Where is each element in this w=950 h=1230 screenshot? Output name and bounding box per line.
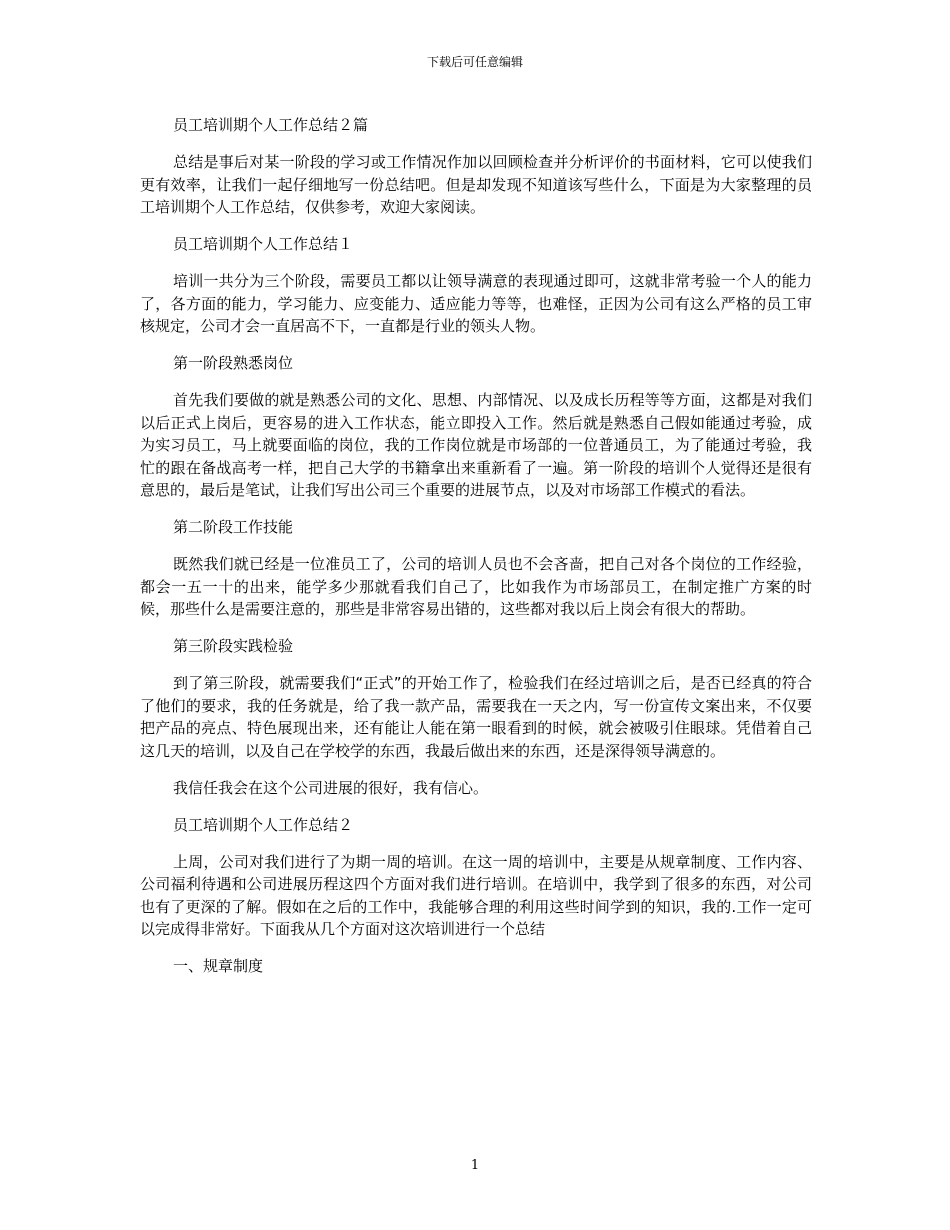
body-paragraph: 培训一共分为三个阶段，需要员工都以让领导满意的表现通过即可，这就非常考验一个人的能力了，各方面的能力，学习能力、应变能力、适应能力等等，也难怪，正因为公司有这么严格的员工审核规定，公司才会一直居高不下，一直都是行业的领头人物。 xyxy=(140,272,812,335)
intro-paragraph: 总结是事后对某一阶段的学习或工作情况作加以回顾检查并分析评价的书面材料，它可以使我们更有效率，让我们一起仔细地写一份总结吧。但是却发现不知道该写些什么，下面是为大家整理的员工培训期个人工作总结，仅供参考，欢迎大家阅读。 xyxy=(140,153,812,216)
body-paragraph: 我信任我会在这个公司进展的很好，我有信心。 xyxy=(173,778,489,797)
body-paragraph: 既然我们就已经是一位准员工了，公司的培训人员也不会吝啬，把自己对各个岗位的工作经验，都会一五一十的出来，能学多少那就看我们自己了，比如我作为市场部员工，在制定推广方案的时候，那些什么是需要注意的，那些是非常容易出错的，这些都对我以后上岗会有很大的帮助。 xyxy=(140,555,812,618)
page-number: 1 xyxy=(470,1158,480,1173)
page-header: 下载后可任意编辑 xyxy=(426,55,523,69)
body-paragraph: 首先我们要做的就是熟悉公司的文化、思想、内部情况、以及成长历程等等方面，这都是对我们以后正式上岗后，更容易的进入工作状态，能立即投入工作。然后就是熟悉自己假如能通过考验，成为实习员工，马上就要面临的岗位，我的工作岗位就是市场部的一位普通员工，为了能通过考验，我忙的跟在备战高考一样，把自己大学的书籍拿出来重新看了一遍。第一阶段的培训个人觉得还是很有意思的，最后是笔试，让我们写出公司三个重要的进展节点，以及对市场部工作模式的看法。 xyxy=(140,391,812,499)
section-heading-stage-2: 第二阶段工作技能 xyxy=(173,518,294,536)
body-paragraph: 上周，公司对我们进行了为期一周的培训。在这一周的培训中，主要是从规章制度、工作内容、公司福利待遇和公司进展历程这四个方面对我们进行培训。在培训中，我学到了很多的东西，对公司也有了更深的了解。假如在之后的工作中，我能够合理的利用这些时间学到的知识，我的.工作一定可以完成得非常好。下面我从几个方面对这次培训进行一个总结 xyxy=(140,852,812,938)
section-heading-summary-2: 员工培训期个人工作总结２ xyxy=(173,815,354,834)
body-paragraph: 到了第三阶段，就需要我们“正式”的开始工作了，检验我们在经过培训之后，是否已经真的符合了他们的要求，我的任务就是，给了我一款产品，需要我在一天之内，写一份宣传文案出来，不仅要把产品的亮点、特色展现出来，还有能让人能在第一眼看到的时候，就会被吸引住眼球。凭借着自己这几天的培训，以及自己在学校学的东西，我最后做出来的东西，还是深得领导满意的。 xyxy=(140,674,812,760)
section-heading-stage-3: 第三阶段实践检验 xyxy=(173,637,294,655)
document-title: 员工培训期个人工作总结２篇 xyxy=(173,116,369,134)
section-heading-stage-1: 第一阶段熟悉岗位 xyxy=(173,354,294,372)
section-heading-rules: 一、规章制度 xyxy=(173,957,264,975)
document-body xyxy=(140,114,812,992)
section-heading-summary-1: 员工培训期个人工作总结１ xyxy=(173,235,354,253)
